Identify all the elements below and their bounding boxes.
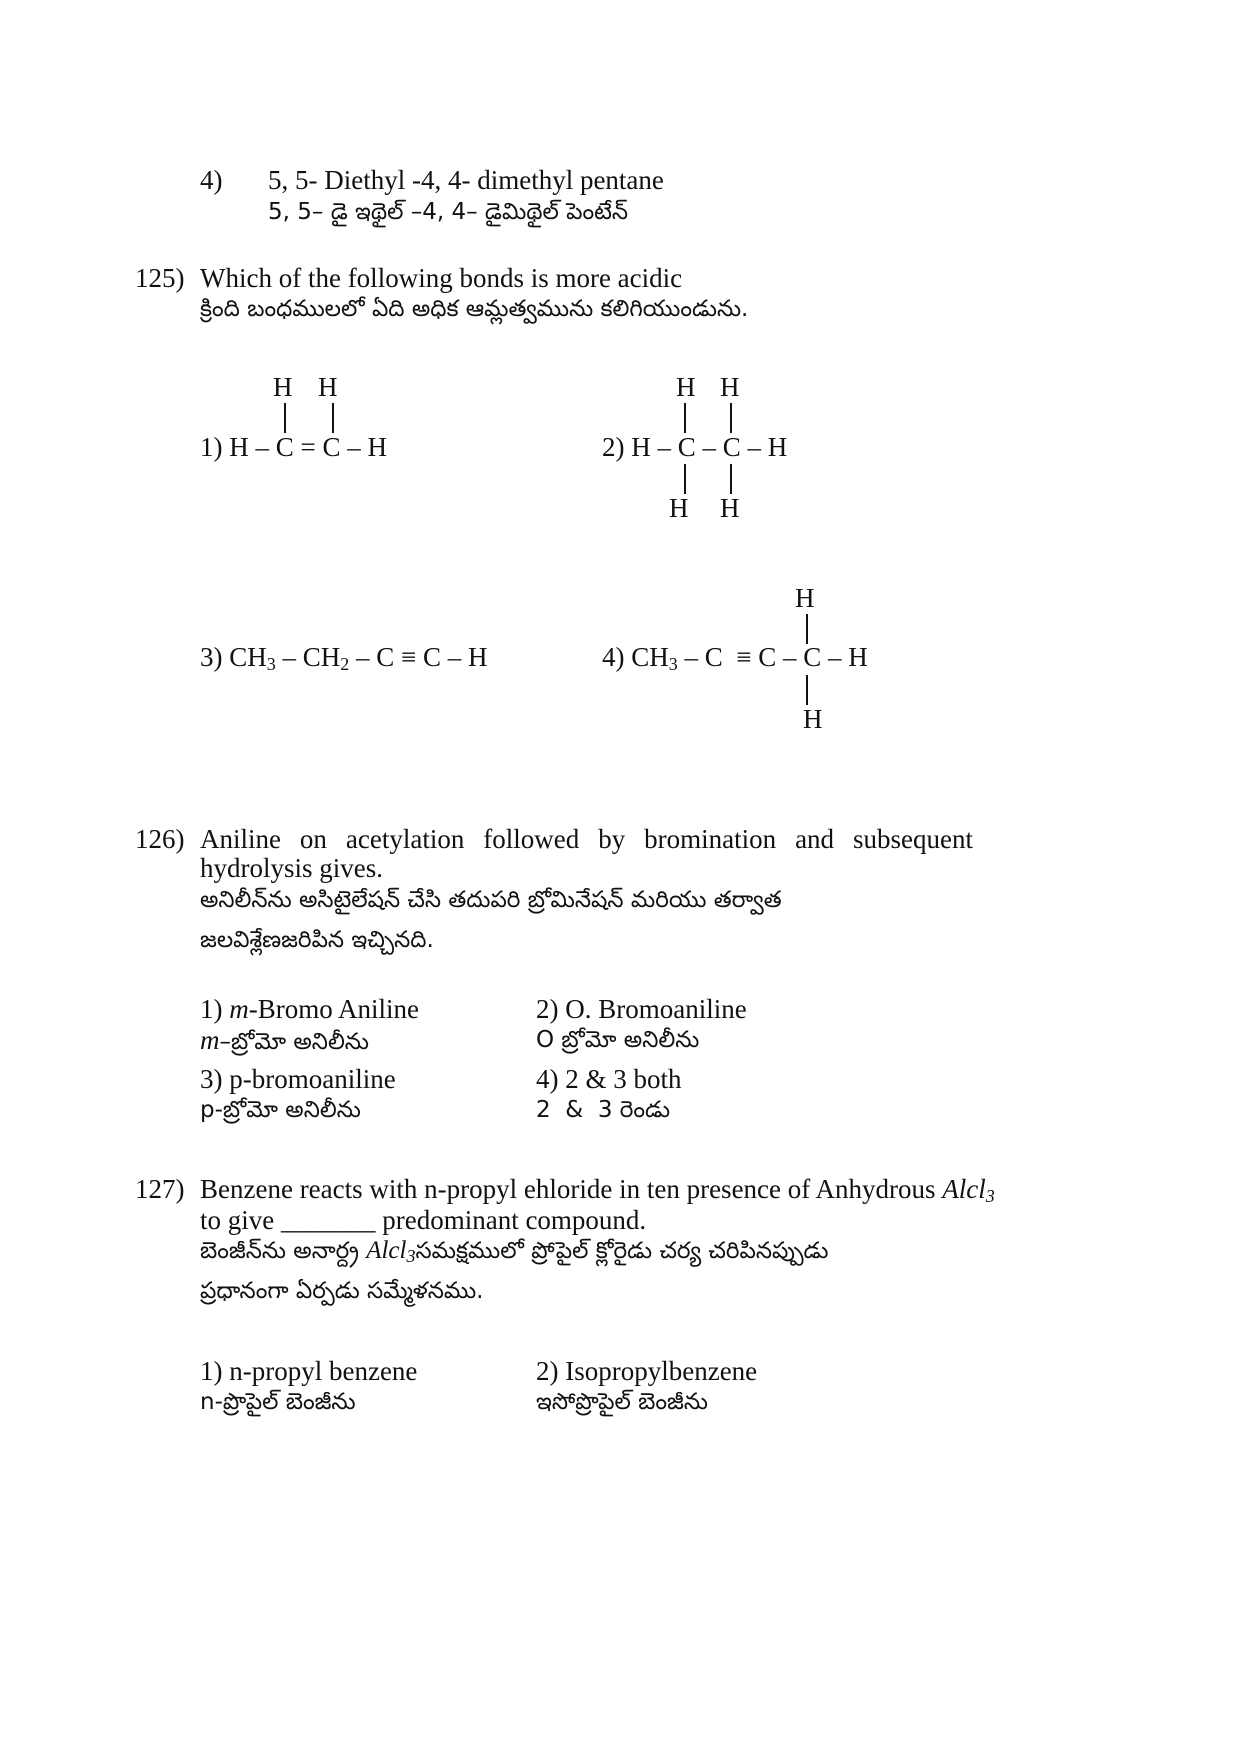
q126-question-english-line1: Aniline on acetylation followed by bromination and subsequent bbox=[200, 824, 973, 854]
q127-number: 127) bbox=[135, 1174, 185, 1204]
q125-opt4-bond-bot bbox=[806, 675, 808, 705]
q125-opt4-bot-h: H bbox=[803, 704, 823, 734]
q125-opt2-formula: 2) H – C – C – H bbox=[602, 432, 788, 462]
q125-opt2-bot-h2: H bbox=[720, 493, 740, 523]
q125-option3-formula: 3) $CH_3 - CH_2 - C \equiv C - H$ bbox=[200, 642, 488, 674]
q127-option1-telugu: n-ప్రొపైల్ బెంజీను bbox=[200, 1389, 356, 1415]
q125-opt2-bond-top2 bbox=[730, 403, 732, 433]
q125-question-telugu: క్రింది బంధములలో ఏది అధిక ఆమ్లత్వమును కలిగియుండును. bbox=[200, 296, 749, 322]
q125-opt1-top-h1: H bbox=[273, 372, 293, 402]
q125-number: 125) bbox=[135, 263, 185, 293]
q126-option4-telugu: 2 & 3 రెండు bbox=[536, 1097, 671, 1123]
q127-option1-english: 1) n-propyl benzene bbox=[200, 1356, 418, 1386]
q126-question-telugu-line2: జలవిశ్లేణజరిపిన ఇచ్చినది. bbox=[200, 927, 434, 953]
q125-opt2-bond-top1 bbox=[684, 403, 686, 433]
q127-option2-english: 2) Isopropylbenzene bbox=[536, 1356, 758, 1386]
q125-opt2-bond-bot1 bbox=[684, 464, 686, 494]
q124-option4-english: 5, 5- Diethyl -4, 4- dimethyl pentane bbox=[268, 165, 664, 195]
q126-question-english-line2: hydrolysis gives. bbox=[200, 853, 384, 883]
q125-question-english: Which of the following bonds is more acidic bbox=[200, 263, 683, 293]
q126-option3-english: 3) p-bromoaniline bbox=[200, 1064, 396, 1094]
q126-option1-english: 1) m-Bromo Aniline bbox=[200, 994, 419, 1024]
q125-opt1-top-h2: H bbox=[318, 372, 338, 402]
q125-opt2-bond-bot2 bbox=[730, 464, 732, 494]
q125-opt4-bond-top bbox=[806, 614, 808, 644]
q126-option4-english: 4) 2 & 3 both bbox=[536, 1064, 682, 1094]
q125-opt2-top-h2: H bbox=[720, 372, 740, 402]
q126-number: 126) bbox=[135, 824, 185, 854]
q126-option3-telugu: p-బ్రోమో అనిలీను bbox=[200, 1097, 361, 1123]
q125-opt1-bond-1 bbox=[284, 403, 286, 433]
q126-option2-telugu: O బ్రోమో అనిలీను bbox=[536, 1027, 700, 1053]
q127-question-english-line1: Benzene reacts with n-propyl ehloride in ten presence of Anhydrous Alcl$_3$ bbox=[200, 1174, 995, 1206]
q124-option4-telugu: 5, 5– డై ఇథైల్ –4, 4– డైమిథైల్ పెంటేన్ bbox=[268, 199, 629, 225]
q127-question-telugu-line2: ప్రధానంగా ఏర్పడు సమ్మేళనము. bbox=[200, 1278, 484, 1304]
q125-opt2-top-h1: H bbox=[676, 372, 696, 402]
q127-question-telugu-line1: బెంజీన్‌ను అనార్ద్ర Alcl$_3$సమక్షములో ప్రోపైల్ క్లోరైడు చర్య చరిపినప్పుడు bbox=[200, 1237, 829, 1266]
q126-option2-english: 2) O. Bromoaniline bbox=[536, 994, 747, 1024]
q125-opt4-formula: 4) $CH_3 - C \equiv C - C - H$ bbox=[602, 642, 868, 674]
q126-question-telugu-line1: అనిలీన్‌ను అసిటైలేషన్ చేసి తదుపరి బ్రోమినేషన్ మరియు తర్వాత bbox=[200, 887, 782, 913]
q125-opt1-bond-2 bbox=[332, 403, 334, 433]
q125-opt1-formula: 1) H – C = C – H bbox=[200, 432, 387, 462]
q127-question-english-line2: to give _______ predominant compound. bbox=[200, 1205, 647, 1235]
q125-opt2-bot-h1: H bbox=[669, 493, 689, 523]
q125-opt4-top-h: H bbox=[795, 583, 815, 613]
q126-option1-telugu: m–బ్రోమో అనిలీను bbox=[200, 1025, 369, 1055]
q124-option4-number: 4) bbox=[200, 165, 223, 195]
q127-option2-telugu: ఇసోప్రొపైల్ బెంజీను bbox=[536, 1389, 708, 1415]
